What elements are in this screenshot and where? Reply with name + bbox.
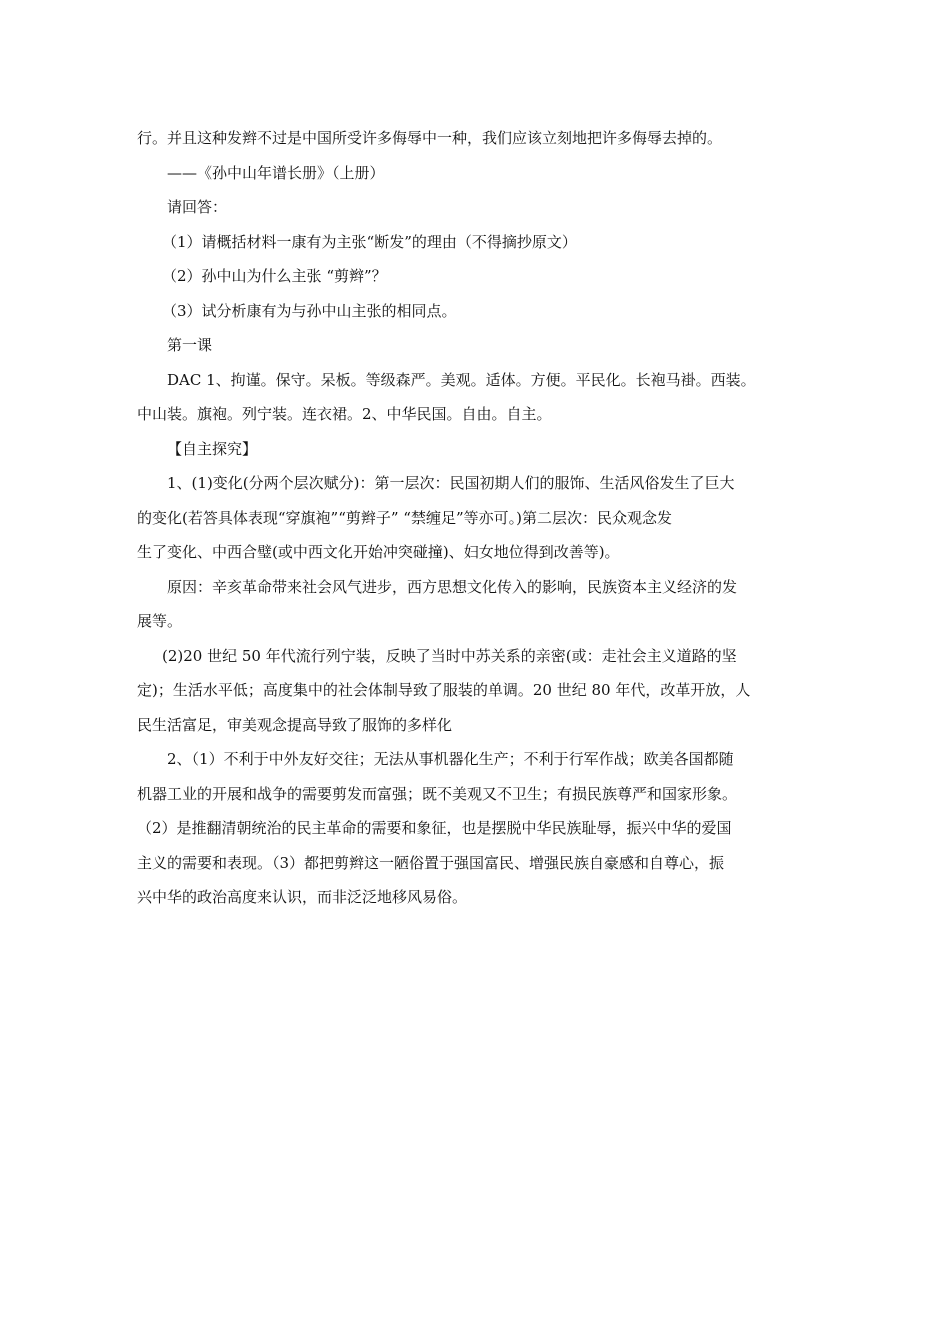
- text-line: 行。并且这种发辫不过是中国所受许多侮辱中一种，我们应该立刻地把许多侮辱去掉的。: [137, 129, 723, 147]
- answer-line: 展等。: [137, 612, 183, 630]
- question-2: （2）孙中山为什么主张 “剪辫”？: [162, 267, 387, 285]
- answer-line: 民生活富足，审美观念提高导致了服饰的多样化: [137, 715, 453, 734]
- question-3: （3）试分析康有为与孙中山主张的相同点。: [162, 301, 457, 320]
- answer-line: 机器工业的开展和战争的需要剪发而富强；既不美观又不卫生；有损民族尊严和国家形象。: [137, 784, 738, 803]
- question-1: （1）请概括材料一康有为主张“断发”的理由（不得摘抄原文）: [162, 232, 577, 251]
- answer-line: 兴中华的政治高度来认识，而非泛泛地移风易俗。: [137, 888, 468, 906]
- answer-line: 原因：辛亥革命带来社会风气进步，西方思想文化传入的影响，民族资本主义经济的发: [167, 577, 738, 596]
- answer-line: （2）是推翻清朝统治的民主革命的需要和象征，也是摆脱中华民族耻辱，振兴中华的爱国: [137, 819, 732, 837]
- answer-line: 中山装。旗袍。列宁装。连衣裙。2、中华民国。自由。自主。: [137, 405, 552, 423]
- document-body: [137, 121, 825, 915]
- answer-line: 定)；生活水平低；高度集中的社会体制导致了服装的单调。20 世纪 80 年代，改革开放，人: [137, 681, 751, 699]
- answer-line: (2)20 世纪 50 年代流行列宁装，反映了当时中苏关系的亲密(或：走社会主义道路的坚: [162, 646, 737, 665]
- answer-line: 主义的需要和表现。（3）都把剪辫这一陋俗置于强国富民、增强民族自豪感和自尊心，振: [137, 853, 725, 872]
- answer-line: DAC 1、拘谨。保守。呆板。等级森严。美观。适体。方便。平民化。长袍马褂。西装。: [167, 370, 756, 389]
- prompt-line: 请回答：: [167, 198, 228, 216]
- answer-line: 的变化(若答具体表现“穿旗袍”“剪辫子” “禁缠足”等亦可。)第二层次：民众观念发: [137, 508, 672, 527]
- lesson-heading: 第一课: [167, 336, 213, 354]
- citation-line: ——《孙中山年谱长册》（上册）: [167, 163, 385, 182]
- answer-line: 1、(1)变化(分两个层次赋分)：第一层次：民国初期人们的服饰、生活风俗发生了巨大: [167, 474, 735, 492]
- answer-line: 生了变化、中西合璧(或中西文化开始冲突碰撞)、妇女地位得到改善等)。: [137, 543, 620, 561]
- answer-line: 2、（1）不利于中外友好交往；无法从事机器化生产；不利于行军作战；欧美各国都随: [167, 750, 734, 768]
- section-heading: 【自主探究】: [167, 439, 258, 458]
